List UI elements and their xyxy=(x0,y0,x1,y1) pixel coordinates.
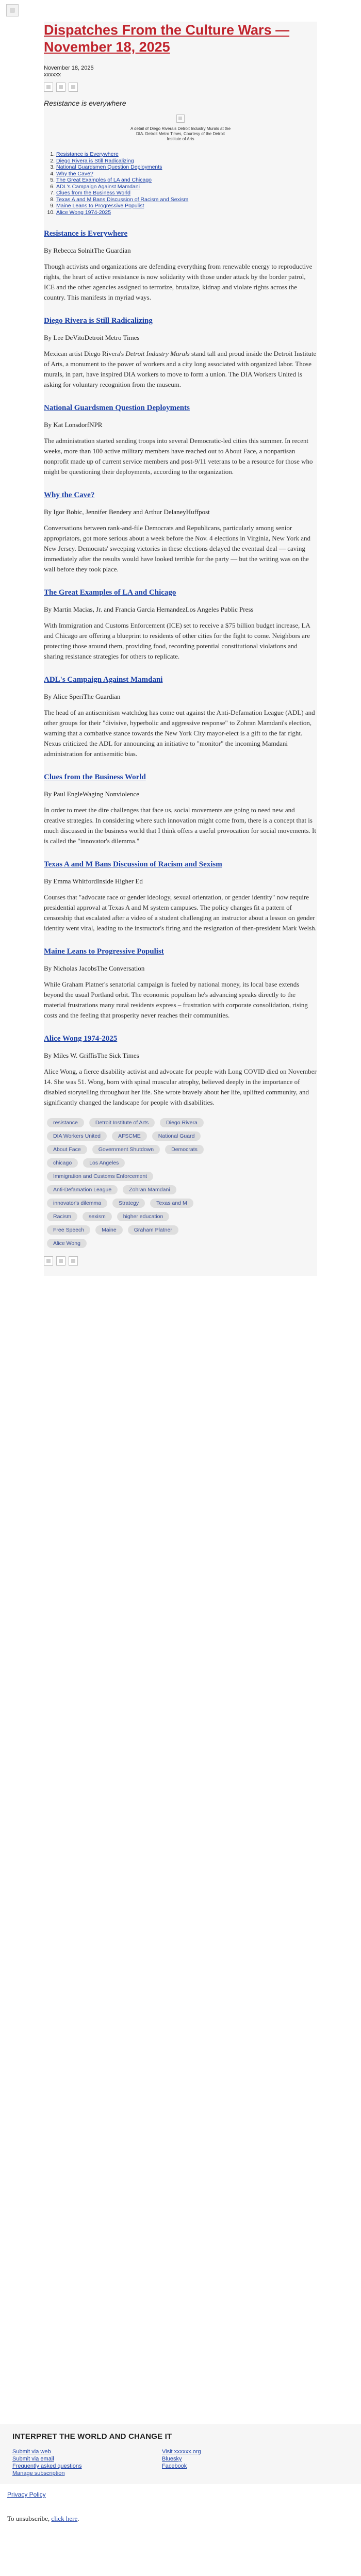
article-title[interactable]: National Guardsmen Question Deployments xyxy=(44,404,190,412)
tagline: Resistance is everywhere xyxy=(44,99,126,107)
share-buttons xyxy=(44,83,317,92)
tag-pill[interactable]: innovator's dilemma xyxy=(47,1199,107,1208)
share-email-icon[interactable] xyxy=(69,83,78,92)
article-body: While Graham Platner's senatorial campaign is fueled by national money, its local base extends beyond the usual Portland orbit. The economic populism he's advancing speaks directly to the material frustrations many rural residents express – frustration with corporate consolidation, rising costs and the feeling that prosperity never reaches their communities. xyxy=(44,980,308,1019)
logo-image-icon xyxy=(6,4,19,17)
tag-pill[interactable]: Alice Wong xyxy=(47,1239,87,1248)
submit-web-link[interactable]: Submit via web xyxy=(12,2449,51,2455)
article xyxy=(44,490,317,575)
article xyxy=(44,675,317,759)
article-byline: By Nicholas JacobsThe Conversation xyxy=(44,964,145,972)
tag-pill[interactable]: Diego Rivera xyxy=(160,1118,204,1127)
tag-pill[interactable]: Strategy xyxy=(112,1199,145,1208)
body-emphasis: Detroit Industry Murals xyxy=(125,350,190,357)
article-byline: By Alice SperiThe Guardian xyxy=(44,693,121,700)
newsletter-footer xyxy=(0,2424,361,2484)
issue-meta xyxy=(44,65,317,78)
toc-item xyxy=(56,190,317,196)
bluesky-link[interactable]: Bluesky xyxy=(162,2456,182,2462)
tag-list xyxy=(44,1118,217,1248)
article-title[interactable]: Diego Rivera is Still Radicalizing xyxy=(44,317,153,325)
tag-pill[interactable]: Graham Platner xyxy=(128,1225,178,1235)
tag-pill[interactable]: Immigration and Customs Enforcement xyxy=(47,1172,153,1181)
toc-link[interactable]: Maine Leans to Progressive Populist xyxy=(56,203,144,209)
unsubscribe-link[interactable]: click here xyxy=(51,2515,78,2522)
article-byline: By Lee DeVitoDetroit Metro Times xyxy=(44,334,140,341)
article-byline: By Paul EngleWaging Nonviolence xyxy=(44,790,139,798)
article-body: The administration started sending troops into several Democratic-led cities this summer. In recent weeks, more than 100 active military members have reached out to About Face, a nonpartisan nonprofit made up of current service members and post-9/11 veterans to be a resource for those who might be questioning their deployments, according to the organization. xyxy=(44,437,313,475)
bottom-share-buttons xyxy=(44,1256,317,1266)
submit-email-link[interactable]: Submit via email xyxy=(12,2456,54,2462)
tag-pill[interactable]: Los Angeles xyxy=(83,1158,125,1168)
toc-item xyxy=(56,164,317,171)
article-title[interactable]: Texas A and M Bans Discussion of Racism and Sexism xyxy=(44,860,222,868)
article-title[interactable]: Clues from the Business World xyxy=(44,773,146,781)
article xyxy=(44,229,317,303)
toc-link[interactable]: Clues from the Business World xyxy=(56,190,130,196)
article xyxy=(44,316,317,390)
article xyxy=(44,1034,317,1108)
article-byline: By Emma WhitfordInside Higher Ed xyxy=(44,877,143,885)
toc-item xyxy=(56,209,317,216)
tag-pill[interactable]: About Face xyxy=(47,1145,87,1154)
share-facebook-icon[interactable] xyxy=(44,83,53,92)
toc-item xyxy=(56,151,317,158)
article-byline: By Martin Macias, Jr. and Francia Garcia HernandezLos Angeles Public Press xyxy=(44,605,254,613)
toc-link[interactable]: Alice Wong 1974-2025 xyxy=(56,209,111,216)
article-body xyxy=(44,349,317,390)
tag-pill[interactable]: Free Speech xyxy=(47,1225,90,1235)
tag-pill[interactable]: Racism xyxy=(47,1212,77,1221)
tag-pill[interactable]: National Guard xyxy=(152,1131,201,1141)
tag-pill[interactable]: Anti-Defamation League xyxy=(47,1185,118,1194)
issue-code: xxxxxx xyxy=(44,72,61,78)
tag-pill[interactable]: chicago xyxy=(47,1158,78,1168)
share-twitter-icon[interactable] xyxy=(56,83,65,92)
tag-pill[interactable]: resistance xyxy=(47,1118,84,1127)
footer-col-right xyxy=(162,2448,311,2477)
newsletter-body xyxy=(44,22,317,1276)
article-body: The head of an antisemitism watchdog has come out against the Anti-Defamation League (ADL) and other groups for their "divisive, hyperbolic and aggressive response" to Zohran Mamdani's election, warning that a combative stance towards the New York City mayor-elect is a gift to the far right. Nexus criticized the ADL for announcing an initiative to "monitor" the incoming Mamdani administration for antisemitic bias. xyxy=(44,709,315,758)
unsubscribe-line xyxy=(7,2515,79,2523)
article-body: Conversations between rank-and-file Democrats and Republicans, particularly among senior appropriators, got more serious about a week before the Nov. 4 elections in Virginia, New York and New Jersey. Democrats' sweeping victories in these elections delayed the eventual deal — caving immediately after the results would have looked terrible for the party — but the writing was on the wall before they took place. xyxy=(44,524,311,573)
article-body: In order to meet the dire challenges that face us, social movements are going to need new and creative strategies. In considering where such innovation might come from, there is a concept that is much discussed in the business world that I think offers a useful provocation for social movements. It is called the "innovator's dilemma." xyxy=(44,806,316,845)
visit-site-link[interactable]: Visit xxxxxx.org xyxy=(162,2449,201,2455)
facebook-link[interactable]: Facebook xyxy=(162,2463,187,2469)
body-text: stand tall and proud inside the Detroit Institute of Arts, a monument to the power of workers and a city long associated with organized labor. Those murals, in part, have inspired DIA workers to move to form a union. The DIA Workers United is asking for voluntary recognition from the museum. xyxy=(44,350,317,388)
article xyxy=(44,947,317,1021)
tag-pill[interactable]: sexism xyxy=(83,1212,112,1221)
article xyxy=(44,860,317,933)
toc-item xyxy=(56,196,317,203)
tag-pill[interactable]: higher education xyxy=(117,1212,170,1221)
tag-pill[interactable]: Texas and M xyxy=(150,1199,193,1208)
article-title[interactable]: ADL's Campaign Against Mamdani xyxy=(44,676,163,684)
article xyxy=(44,403,317,477)
footer-links xyxy=(12,2448,311,2477)
toc-item xyxy=(56,177,317,184)
article-title[interactable]: Alice Wong 1974-2025 xyxy=(44,1035,118,1043)
header-figure xyxy=(44,114,317,142)
tag-pill[interactable]: Detroit Institute of Arts xyxy=(89,1118,155,1127)
article-body: Courses that "advocate race or gender ideology, sexual orientation, or gender identity" now require presidential approval at Texas A and M system campuses. The policy changes fit a pattern of censorship that escalated after a video of a student challenging an instructor about a lesson on gender identity went viral, leading to the instructor's firing and the resignation of then-president Mark Welsh. xyxy=(44,893,317,932)
article-byline: By Kat LonsdorfNPR xyxy=(44,421,103,429)
article-title[interactable]: The Great Examples of LA and Chicago xyxy=(44,588,176,597)
toc-link[interactable]: Resistance is Everywhere xyxy=(56,151,119,157)
toc-link[interactable]: Texas A and M Bans Discussion of Racism and Sexism xyxy=(56,196,189,203)
article-body: Though activists and organizations are defending everything from renewable energy to reproductive rights, the heart of active resistance is now solidarity with those under attack by the border patrol, ICE and the other agencies assigned to terrorize, brutalize, kidnap and violate rights across the country. This manifests in myriad ways. xyxy=(44,262,313,301)
article-byline: By Rebecca SolnitThe Guardian xyxy=(44,247,131,254)
share-twitter-icon[interactable] xyxy=(56,1256,65,1266)
figure-caption: A detail of Diego Rivera's Detroit Industry Murals at the DIA. Detroit Metro Times, Courtesy of the Detroit Institute of Arts xyxy=(130,126,231,141)
article-body: Alice Wong, a fierce disability activist and advocate for people with Long COVID died on November 14. She was 51. Wong, born with spinal muscular atrophy, believed deeply in the importance of disabled storytelling throughout her life. She wrote bravely about her life, uplifted community, and significantly changed the landscape for people with disabilities. xyxy=(44,1068,317,1106)
body-text: Mexican artist Diego Rivera's xyxy=(44,350,126,357)
article-byline: By Igor Bobic, Jennifer Bendery and Arthur DelaneyHuffpost xyxy=(44,508,210,516)
toc-link[interactable]: Why the Cave? xyxy=(56,170,93,177)
share-email-icon[interactable] xyxy=(69,1256,78,1266)
tag-pill[interactable]: Democrats xyxy=(165,1145,204,1154)
article xyxy=(44,773,317,846)
mural-image-icon xyxy=(176,114,185,123)
toc-item xyxy=(56,158,317,165)
tag-pill[interactable]: Government Shutdown xyxy=(92,1145,160,1154)
share-facebook-icon[interactable] xyxy=(44,1256,53,1266)
article xyxy=(44,588,317,662)
toc-link[interactable]: National Guardsmen Question Deployments xyxy=(56,164,162,170)
tag-pill[interactable]: Zohran Mamdani xyxy=(123,1185,176,1194)
issue-date: November 18, 2025 xyxy=(44,65,94,71)
newsletter-title[interactable]: Dispatches From the Culture Wars — November 18, 2025 xyxy=(44,22,290,55)
footer-heading: INTERPRET THE WORLD AND CHANGE IT xyxy=(12,2432,172,2441)
article-body: With Immigration and Customs Enforcement (ICE) set to receive a $75 billion budget increase, LA and Chicago are offering a blueprint to residents of other cities for the fight to come. Neighbors are protecting those around them, providing food, recording potential constitutional violations and sharing resistance strategies for others to replicate. xyxy=(44,621,310,660)
article-title[interactable]: Resistance is Everywhere xyxy=(44,229,128,238)
unsubscribe-end: . xyxy=(77,2515,79,2522)
footer-col-left xyxy=(12,2448,162,2477)
tag-pill[interactable]: AFSCME xyxy=(112,1131,147,1141)
tag-pill[interactable]: DIA Workers United xyxy=(47,1131,107,1141)
article-title[interactable]: Maine Leans to Progressive Populist xyxy=(44,947,164,956)
toc-item xyxy=(56,203,317,209)
manage-subscription-link[interactable]: Manage subscription xyxy=(12,2470,65,2476)
faq-link[interactable]: Frequently asked questions xyxy=(12,2463,82,2469)
toc-item xyxy=(56,171,317,177)
article-byline: By Miles W. GriffisThe Sick Times xyxy=(44,1052,139,1059)
toc-item xyxy=(56,184,317,190)
toc-link[interactable]: ADL's Campaign Against Mamdani xyxy=(56,183,140,190)
table-of-contents xyxy=(44,151,317,216)
unsubscribe-text: To unsubscribe, xyxy=(7,2515,52,2522)
toc-link[interactable]: Diego Rivera is Still Radicalizing xyxy=(56,157,134,164)
tag-pill[interactable]: Maine xyxy=(95,1225,123,1235)
toc-link[interactable]: The Great Examples of LA and Chicago xyxy=(56,177,152,183)
article-title[interactable]: Why the Cave? xyxy=(44,491,95,499)
privacy-policy-link[interactable]: Privacy Policy xyxy=(7,2491,46,2498)
